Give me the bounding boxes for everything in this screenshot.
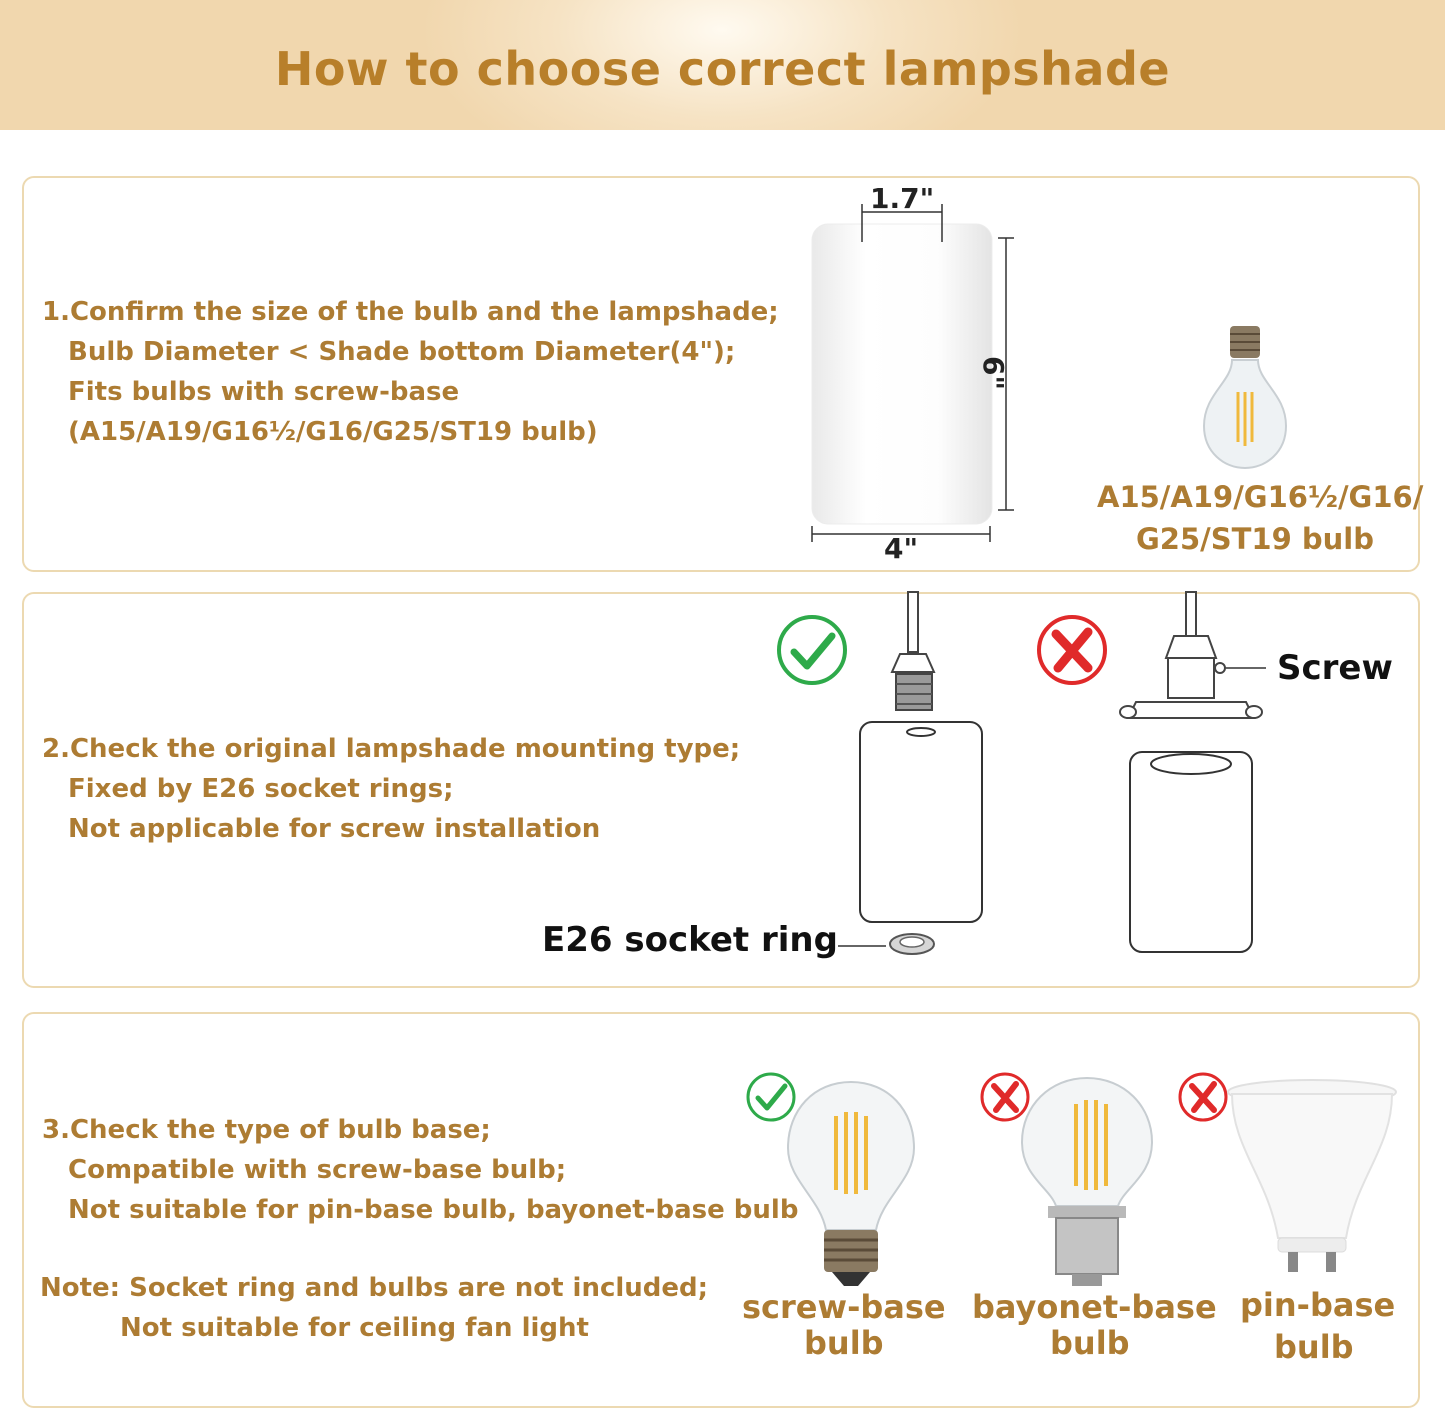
note-line-2: Not suitable for ceiling fan light bbox=[120, 1313, 589, 1343]
dim-top-label: 1.7" bbox=[870, 182, 935, 215]
bayonet-base-bulb-icon bbox=[1020, 1076, 1154, 1290]
screw-base-label-1: screw-base bbox=[742, 1288, 946, 1326]
section2-line-3: Not applicable for screw installation bbox=[68, 814, 601, 844]
lampshade-dimension-diagram bbox=[800, 180, 1060, 570]
section3-line-1: 3.Check the type of bulb base; bbox=[42, 1115, 491, 1145]
socket-ring-mount-diagram bbox=[850, 592, 1000, 962]
pin-base-bulb-icon bbox=[1228, 1078, 1398, 1278]
section1-line-1: 1.Confirm the size of the bulb and the lampshade; bbox=[42, 297, 779, 327]
section1-line-3: Fits bulbs with screw-base bbox=[68, 377, 460, 407]
screw-mount-diagram bbox=[1116, 592, 1276, 962]
section2-line-1: 2.Check the original lampshade mounting type; bbox=[42, 734, 741, 764]
screw-base-label-2: bulb bbox=[804, 1324, 884, 1362]
socket-mount-shade bbox=[860, 722, 982, 922]
bayonet-base-label-1: bayonet-base bbox=[972, 1288, 1217, 1326]
lampshade-shape bbox=[812, 224, 992, 524]
e26-socket-ring-label: E26 socket ring bbox=[542, 920, 838, 960]
section1-line-4: (A15/A19/G16½/G16/G25/ST19 bulb) bbox=[68, 417, 598, 447]
dim-height-label: 6" bbox=[977, 356, 1010, 391]
section3-line-2: Compatible with screw-base bulb; bbox=[68, 1155, 567, 1185]
check-icon bbox=[776, 614, 848, 686]
screw-mount-shade bbox=[1130, 752, 1252, 952]
pin-base-label-2: bulb bbox=[1274, 1328, 1354, 1366]
section1-text bbox=[42, 292, 779, 452]
section2-line-2: Fixed by E26 socket rings; bbox=[68, 774, 454, 804]
dim-bottom-label: 4" bbox=[884, 532, 919, 565]
page-title: How to choose correct lampshade bbox=[274, 42, 1171, 96]
section3-text bbox=[42, 1110, 798, 1230]
cross-icon bbox=[1036, 614, 1108, 686]
cross-icon bbox=[1178, 1072, 1228, 1122]
screw-label: Screw bbox=[1277, 648, 1393, 688]
bulb-caption-line-1: A15/A19/G16½/G16/ bbox=[1097, 480, 1424, 514]
section2-text bbox=[42, 729, 740, 849]
bulb-icon bbox=[1200, 322, 1290, 472]
section1-line-2: Bulb Diameter < Shade bottom Diameter(4"); bbox=[68, 337, 736, 367]
section3-line-3: Not suitable for pin-base bulb, bayonet-base bulb bbox=[68, 1195, 799, 1225]
note-line-1: Note: Socket ring and bulbs are not included; bbox=[40, 1273, 709, 1303]
pin-base-label-1: pin-base bbox=[1240, 1286, 1396, 1324]
bulb-caption-line-2: G25/ST19 bulb bbox=[1136, 522, 1374, 556]
header-banner bbox=[0, 0, 1445, 130]
note-text bbox=[40, 1268, 708, 1348]
screw-base-bulb-icon bbox=[786, 1080, 916, 1290]
bayonet-base-label-2: bulb bbox=[1050, 1324, 1130, 1362]
